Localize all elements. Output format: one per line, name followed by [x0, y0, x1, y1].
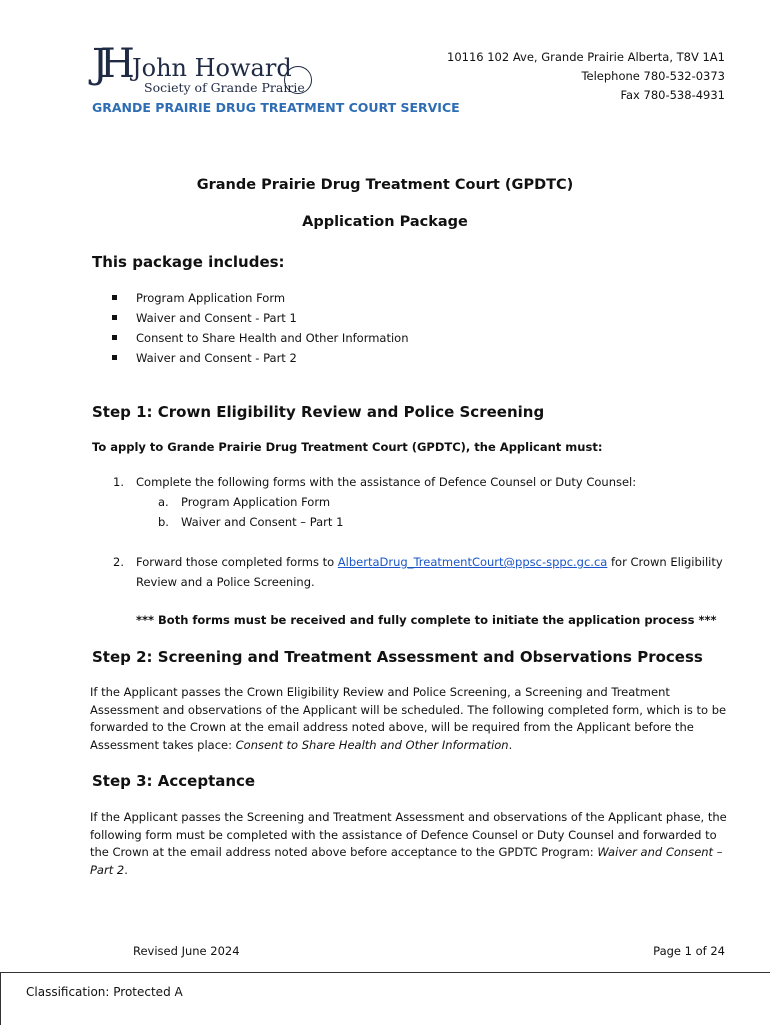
logo-name: John Howard	[132, 54, 292, 82]
step1-note: *** Both forms must be received and fully complete to initiate the application process ***	[136, 613, 717, 627]
step3-heading: Step 3: Acceptance	[92, 772, 256, 790]
logo-subtitle: Society of Grande Prairie	[144, 80, 305, 95]
step1-intro: To apply to Grande Prairie Drug Treatment Court (GPDTC), the Applicant must:	[92, 440, 603, 454]
bullet-icon	[112, 335, 117, 340]
step3-paragraph	[90, 809, 730, 879]
sub-item-a	[158, 492, 330, 512]
list-item	[112, 308, 409, 328]
includes-list	[112, 288, 409, 368]
paragraph-text: If the Applicant passes the Crown Eligibility Review and Police Screening, a Screening and Treatment Assessment and observations of the Applicant will be scheduled. The following completed form, which is to be forwarded to the Crown at the email address noted above, will be required from the Applicant before the Assessment takes place:	[90, 685, 727, 752]
form-name: Consent to Share Health and Other Information	[235, 737, 509, 752]
sub-item-b	[158, 512, 343, 532]
organization-logo	[92, 41, 332, 100]
address: 10116 102 Ave, Grande Prairie Alberta, T8V 1A1	[447, 50, 725, 64]
item-number: 1.	[113, 475, 124, 489]
paragraph-text: If the Applicant passes the Screening and Treatment Assessment and observations of the Applicant phase, the following form must be completed with the assistance of Defence Counsel or Duty Counsel and forwarded to the Crown at the email address noted above before acceptance to the GPDTC Program:	[90, 810, 727, 859]
list-item-text: Waiver and Consent - Part 1	[136, 311, 297, 325]
sub-item-label: b.	[158, 515, 169, 529]
sub-item-label: a.	[158, 495, 169, 509]
item-text-cont: for Crown Eligibility	[607, 555, 723, 569]
paragraph-end: .	[124, 862, 128, 877]
seal-icon	[284, 66, 312, 94]
crown-email-link[interactable]: AlbertaDrug_TreatmentCourt@ppsc-sppc.gc.ca	[337, 555, 608, 569]
item-text-line2: Review and a Police Screening.	[136, 575, 315, 589]
logo-mark: JH	[92, 41, 127, 87]
step2-paragraph	[90, 684, 730, 754]
list-item-text: Waiver and Consent - Part 2	[136, 351, 297, 365]
list-item	[112, 288, 409, 308]
list-item-text: Consent to Share Health and Other Information	[136, 331, 409, 345]
item-text: Forward those completed forms to	[136, 555, 338, 569]
revision-date: Revised June 2024	[133, 944, 240, 958]
step1-item-2	[113, 552, 733, 592]
step1-item-1	[113, 472, 733, 492]
contact-block	[447, 48, 725, 105]
document-subtitle: Application Package	[302, 214, 468, 230]
form-name: Waiver and Consent – Part 2	[90, 845, 723, 877]
item-number: 2.	[113, 555, 124, 569]
bullet-icon	[112, 315, 117, 320]
list-item	[112, 348, 409, 368]
classification-label: Classification: Protected A	[26, 985, 183, 999]
step2-heading: Step 2: Screening and Treatment Assessment and Observations Process	[92, 648, 703, 666]
document-title: Grande Prairie Drug Treatment Court (GPDTC)	[196, 177, 574, 193]
service-name: GRANDE PRAIRIE DRUG TREATMENT COURT SERVICE	[92, 100, 460, 115]
fax: Fax 780-538-4931	[620, 88, 725, 102]
bullet-icon	[112, 295, 117, 300]
sub-item-text: Waiver and Consent – Part 1	[181, 515, 344, 529]
list-item	[112, 328, 409, 348]
bullet-icon	[112, 355, 117, 360]
page-number: Page 1 of 24	[653, 944, 725, 958]
includes-heading: This package includes:	[92, 253, 285, 271]
list-item-text: Program Application Form	[136, 291, 286, 305]
item-text: Complete the following forms with the assistance of Defence Counsel or Duty Counsel:	[136, 475, 637, 489]
sub-item-text: Program Application Form	[181, 495, 331, 509]
telephone: Telephone 780-532-0373	[581, 69, 725, 83]
paragraph-end: .	[508, 737, 513, 752]
step1-heading: Step 1: Crown Eligibility Review and Police Screening	[92, 403, 545, 421]
